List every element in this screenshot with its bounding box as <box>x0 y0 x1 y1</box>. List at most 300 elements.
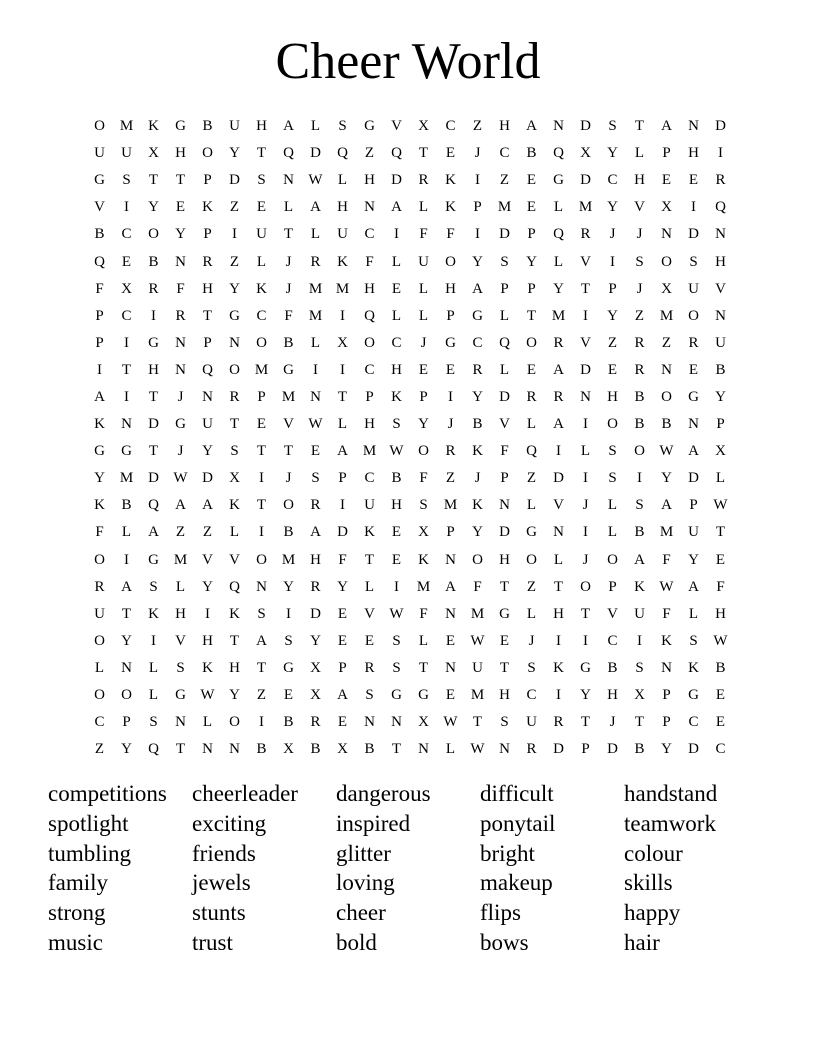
grid-letter: K <box>94 416 105 433</box>
grid-letter: C <box>391 334 402 351</box>
grid-letter: A <box>202 497 213 514</box>
grid-letter: O <box>526 551 537 568</box>
grid-letter: T <box>175 172 186 189</box>
grid-letter: O <box>661 388 672 405</box>
grid-letter: D <box>310 605 321 622</box>
grid-letter: P <box>500 280 509 297</box>
grid-letter: X <box>661 280 672 297</box>
grid-letter: I <box>124 388 129 405</box>
grid-row <box>86 167 734 194</box>
grid-row <box>86 303 734 330</box>
grid-letter: E <box>715 687 726 704</box>
grid-letter: Z <box>364 145 375 162</box>
grid-letter: A <box>310 524 321 541</box>
grid-letter: E <box>256 199 267 216</box>
grid-letter: E <box>391 280 402 297</box>
grid-letter: N <box>391 714 402 731</box>
grid-letter: B <box>283 524 294 541</box>
grid-letter: T <box>472 714 483 731</box>
grid-letter: S <box>500 253 509 270</box>
grid-letter: N <box>175 334 186 351</box>
grid-letter: X <box>148 145 159 162</box>
word-list-item: strong <box>48 900 106 926</box>
grid-letter: I <box>583 632 588 649</box>
grid-letter: D <box>391 172 402 189</box>
grid-letter: C <box>256 307 267 324</box>
grid-letter: S <box>338 118 347 135</box>
grid-letter: X <box>337 334 348 351</box>
grid-letter: Z <box>607 334 618 351</box>
grid-letter: N <box>310 388 321 405</box>
grid-letter: O <box>364 334 375 351</box>
grid-letter: T <box>121 361 132 378</box>
grid-letter: T <box>148 443 159 460</box>
grid-letter: F <box>662 551 671 568</box>
grid-letter: Z <box>175 524 186 541</box>
grid-letter: G <box>688 388 699 405</box>
grid-letter: R <box>634 334 645 351</box>
grid-letter: C <box>715 741 726 758</box>
word-list-item: handstand <box>624 781 718 806</box>
grid-letter: S <box>365 687 374 704</box>
grid-letter: G <box>499 605 510 622</box>
grid-letter: L <box>310 118 321 135</box>
grid-letter: W <box>389 605 404 622</box>
grid-letter: N <box>175 253 186 270</box>
grid-letter: D <box>580 172 591 189</box>
grid-letter: Y <box>472 253 483 270</box>
grid-letter: Q <box>283 145 294 162</box>
grid-letter: T <box>364 551 375 568</box>
grid-letter: D <box>553 470 564 487</box>
grid-letter: D <box>580 361 591 378</box>
grid-letter: N <box>121 416 132 433</box>
word-list-item: cheer <box>336 900 386 926</box>
grid-letter: L <box>499 307 510 324</box>
grid-letter: E <box>337 605 348 622</box>
grid-letter: L <box>229 524 240 541</box>
grid-letter: S <box>608 118 617 135</box>
grid-letter: E <box>526 172 537 189</box>
grid-letter: P <box>608 280 617 297</box>
grid-letter: L <box>715 470 726 487</box>
grid-letter: Y <box>526 253 537 270</box>
grid-letter: O <box>418 443 429 460</box>
grid-letter: P <box>122 714 131 731</box>
grid-letter: E <box>526 361 537 378</box>
grid-letter: C <box>472 334 483 351</box>
word-list-item: friends <box>192 840 256 866</box>
grid-letter: N <box>418 741 429 758</box>
grid-letter: L <box>94 659 105 676</box>
grid-letter: S <box>284 632 293 649</box>
grid-letter: S <box>500 714 509 731</box>
grid-letter: V <box>175 632 186 649</box>
grid-letter: F <box>95 524 104 541</box>
grid-letter: G <box>94 172 105 189</box>
grid-letter: I <box>448 388 453 405</box>
grid-letter: R <box>94 578 105 595</box>
grid-letter: H <box>256 118 267 135</box>
grid-letter: Z <box>94 741 105 758</box>
grid-letter: I <box>556 443 561 460</box>
grid-letter: Z <box>526 578 537 595</box>
grid-letter: W <box>713 497 728 514</box>
grid-letter: U <box>229 118 240 135</box>
grid-letter: B <box>202 118 213 135</box>
grid-letter: F <box>500 443 509 460</box>
grid-letter: N <box>715 307 726 324</box>
grid-letter: L <box>148 687 159 704</box>
grid-row <box>86 248 734 275</box>
grid-letter: B <box>283 334 294 351</box>
grid-letter: O <box>580 578 591 595</box>
grid-row <box>86 709 734 736</box>
grid-letter: U <box>202 416 213 433</box>
grid-letter: A <box>526 118 537 135</box>
grid-letter: L <box>391 253 402 270</box>
grid-letter: N <box>688 416 699 433</box>
grid-letter: L <box>634 145 645 162</box>
grid-row <box>86 330 734 357</box>
grid-letter: Z <box>229 253 240 270</box>
grid-letter: J <box>420 334 427 351</box>
grid-letter: S <box>176 659 185 676</box>
grid-letter: B <box>607 659 618 676</box>
grid-letter: Y <box>94 470 105 487</box>
grid-row <box>86 682 734 709</box>
grid-letter: J <box>582 497 589 514</box>
grid-letter: X <box>661 199 672 216</box>
grid-letter: P <box>662 687 671 704</box>
grid-letter: K <box>634 578 645 595</box>
grid-letter: Q <box>202 361 213 378</box>
grid-letter: G <box>175 118 186 135</box>
grid-letter: E <box>337 714 348 731</box>
grid-letter: N <box>553 524 564 541</box>
grid-letter: K <box>148 118 159 135</box>
grid-letter: X <box>310 659 321 676</box>
grid-row <box>86 357 734 384</box>
grid-letter: P <box>446 307 455 324</box>
grid-letter: N <box>175 714 186 731</box>
word-list-item: bows <box>480 929 529 955</box>
grid-letter: M <box>659 307 674 324</box>
grid-letter: K <box>553 659 564 676</box>
grid-letter: K <box>364 524 375 541</box>
grid-letter: H <box>553 605 564 622</box>
grid-letter: S <box>527 659 536 676</box>
page-title: Cheer World <box>275 33 541 90</box>
grid-letter: B <box>661 416 672 433</box>
grid-letter: K <box>445 199 456 216</box>
grid-letter: O <box>607 416 618 433</box>
grid-letter: J <box>177 443 184 460</box>
grid-letter: P <box>95 307 104 324</box>
grid-letter: Y <box>175 226 186 243</box>
grid-letter: Y <box>337 578 348 595</box>
grid-letter: A <box>553 361 564 378</box>
grid-letter: W <box>713 632 728 649</box>
grid-letter: W <box>308 416 323 433</box>
grid-letter: T <box>202 307 213 324</box>
grid-letter: D <box>310 145 321 162</box>
grid-letter: G <box>283 361 294 378</box>
grid-letter: E <box>526 199 537 216</box>
grid-letter: B <box>634 416 645 433</box>
grid-letter: I <box>691 199 696 216</box>
grid-row <box>86 438 734 465</box>
grid-letter: G <box>418 687 429 704</box>
grid-letter: N <box>175 361 186 378</box>
grid-letter: M <box>254 361 269 378</box>
grid-letter: P <box>203 226 212 243</box>
grid-letter: K <box>472 443 483 460</box>
grid-letter: E <box>688 172 699 189</box>
grid-letter: S <box>419 497 428 514</box>
grid-letter: L <box>202 714 213 731</box>
grid-letter: Z <box>229 199 240 216</box>
grid-letter: E <box>607 361 618 378</box>
grid-letter: M <box>308 280 323 297</box>
grid-letter: R <box>310 253 321 270</box>
grid-letter: R <box>310 714 321 731</box>
grid-letter: Y <box>202 578 213 595</box>
grid-letter: J <box>636 226 643 243</box>
grid-letter: L <box>310 226 321 243</box>
grid-letter: N <box>121 659 132 676</box>
grid-letter: C <box>499 145 510 162</box>
grid-letter: I <box>583 416 588 433</box>
grid-letter: Z <box>526 470 537 487</box>
grid-letter: V <box>715 280 726 297</box>
grid-letter: Y <box>661 741 672 758</box>
grid-letter: L <box>364 578 375 595</box>
grid-letter: U <box>472 659 483 676</box>
grid-letter: T <box>256 497 267 514</box>
grid-letter: U <box>364 497 375 514</box>
grid-letter: O <box>94 687 105 704</box>
word-list-item: bold <box>336 929 377 955</box>
grid-letter: J <box>609 714 616 731</box>
grid-letter: Y <box>283 578 294 595</box>
grid-letter: X <box>418 524 429 541</box>
grid-letter: Q <box>553 145 564 162</box>
grid-letter: G <box>148 551 159 568</box>
grid-letter: M <box>659 524 674 541</box>
grid-letter: O <box>634 443 645 460</box>
grid-letter: R <box>580 226 591 243</box>
grid-letter: A <box>94 388 105 405</box>
grid-letter: N <box>364 199 375 216</box>
grid-letter: E <box>445 145 456 162</box>
grid-letter: Q <box>364 307 375 324</box>
grid-letter: M <box>119 118 134 135</box>
grid-letter: E <box>310 443 321 460</box>
grid-letter: P <box>473 199 482 216</box>
grid-letter: I <box>556 687 561 704</box>
grid-letter: I <box>124 334 129 351</box>
grid-letter: I <box>475 172 480 189</box>
grid-letter: W <box>470 741 485 758</box>
grid-letter: Y <box>202 443 213 460</box>
grid-letter: T <box>256 145 267 162</box>
grid-letter: I <box>394 578 399 595</box>
grid-letter: H <box>445 280 456 297</box>
grid-letter: L <box>526 497 537 514</box>
grid-letter: Z <box>499 172 510 189</box>
grid-letter: Y <box>580 687 591 704</box>
grid-letter: S <box>392 659 401 676</box>
grid-letter: D <box>202 470 213 487</box>
grid-letter: R <box>526 741 537 758</box>
grid-letter: E <box>715 551 726 568</box>
grid-letter: G <box>580 659 591 676</box>
grid-letter: U <box>94 145 105 162</box>
grid-letter: I <box>286 605 291 622</box>
letter-grid <box>86 113 734 763</box>
grid-letter: T <box>526 307 537 324</box>
grid-letter: U <box>418 253 429 270</box>
grid-letter: U <box>526 714 537 731</box>
grid-letter: I <box>313 361 318 378</box>
grid-letter: S <box>608 470 617 487</box>
word-list-item: glitter <box>336 840 391 866</box>
grid-letter: P <box>500 470 509 487</box>
grid-letter: C <box>607 172 618 189</box>
grid-letter: M <box>308 307 323 324</box>
grid-letter: F <box>95 280 104 297</box>
grid-letter: R <box>634 361 645 378</box>
grid-letter: C <box>121 307 132 324</box>
grid-letter: Y <box>121 741 132 758</box>
grid-letter: Y <box>121 632 132 649</box>
grid-row <box>86 221 734 248</box>
grid-letter: U <box>121 145 132 162</box>
grid-letter: I <box>394 226 399 243</box>
grid-letter: A <box>121 578 132 595</box>
grid-letter: X <box>634 687 645 704</box>
grid-letter: I <box>610 253 615 270</box>
grid-letter: N <box>445 605 456 622</box>
grid-letter: P <box>662 145 671 162</box>
grid-letter: A <box>337 443 348 460</box>
grid-letter: M <box>173 551 188 568</box>
grid-letter: K <box>445 172 456 189</box>
grid-letter: M <box>362 443 377 460</box>
grid-letter: M <box>497 199 512 216</box>
grid-letter: T <box>283 226 294 243</box>
grid-letter: H <box>202 632 213 649</box>
grid-letter: V <box>634 199 645 216</box>
grid-letter: E <box>688 361 699 378</box>
grid-letter: H <box>499 687 510 704</box>
word-list-item: flips <box>480 900 521 926</box>
grid-letter: L <box>175 578 186 595</box>
grid-letter: S <box>257 172 266 189</box>
grid-letter: I <box>124 551 129 568</box>
grid-letter: E <box>661 172 672 189</box>
grid-letter: L <box>418 632 429 649</box>
grid-letter: I <box>259 714 264 731</box>
grid-letter: D <box>499 226 510 243</box>
grid-letter: T <box>634 118 645 135</box>
grid-letter: L <box>148 659 159 676</box>
grid-letter: O <box>526 334 537 351</box>
grid-letter: B <box>634 388 645 405</box>
grid-letter: A <box>283 118 294 135</box>
grid-letter: L <box>121 524 132 541</box>
grid-letter: X <box>310 687 321 704</box>
grid-letter: X <box>121 280 132 297</box>
grid-letter: C <box>607 632 618 649</box>
grid-letter: R <box>229 388 240 405</box>
grid-letter: A <box>310 199 321 216</box>
grid-letter: D <box>688 470 699 487</box>
grid-letter: O <box>472 551 483 568</box>
grid-letter: S <box>689 632 698 649</box>
grid-letter: N <box>229 334 240 351</box>
grid-letter: F <box>338 551 347 568</box>
grid-letter: T <box>256 443 267 460</box>
grid-letter: I <box>232 226 237 243</box>
grid-letter: S <box>635 659 644 676</box>
grid-letter: X <box>229 470 240 487</box>
grid-letter: B <box>256 741 267 758</box>
grid-letter: N <box>202 388 213 405</box>
grid-letter: J <box>285 253 292 270</box>
word-list <box>48 779 778 958</box>
grid-letter: T <box>229 416 240 433</box>
word-list-item: trust <box>192 929 233 955</box>
grid-letter: G <box>526 524 537 541</box>
grid-letter: P <box>365 388 374 405</box>
grid-letter: B <box>634 741 645 758</box>
grid-row <box>86 140 734 167</box>
grid-letter: D <box>553 741 564 758</box>
grid-letter: P <box>446 524 455 541</box>
grid-letter: P <box>689 497 698 514</box>
grid-letter: L <box>337 416 348 433</box>
grid-letter: J <box>285 280 292 297</box>
grid-letter: U <box>94 605 105 622</box>
grid-letter: Z <box>661 334 672 351</box>
grid-letter: B <box>121 497 132 514</box>
grid-letter: M <box>281 388 296 405</box>
grid-letter: Z <box>472 118 483 135</box>
grid-row <box>86 276 734 303</box>
grid-letter: B <box>94 226 105 243</box>
grid-letter: L <box>553 551 564 568</box>
grid-letter: V <box>94 199 105 216</box>
grid-letter: I <box>259 470 264 487</box>
grid-letter: E <box>337 632 348 649</box>
grid-letter: M <box>119 470 134 487</box>
grid-letter: L <box>310 334 321 351</box>
word-list-item: jewels <box>192 870 251 896</box>
grid-letter: P <box>608 578 617 595</box>
grid-letter: V <box>364 605 375 622</box>
grid-letter: H <box>391 497 402 514</box>
word-list-item: difficult <box>480 781 554 806</box>
grid-letter: N <box>364 714 375 731</box>
word-list-item: happy <box>624 900 681 926</box>
grid-letter: X <box>418 118 429 135</box>
grid-letter: D <box>607 741 618 758</box>
grid-letter: R <box>553 714 564 731</box>
grid-letter: X <box>715 443 726 460</box>
grid-letter: X <box>418 714 429 731</box>
